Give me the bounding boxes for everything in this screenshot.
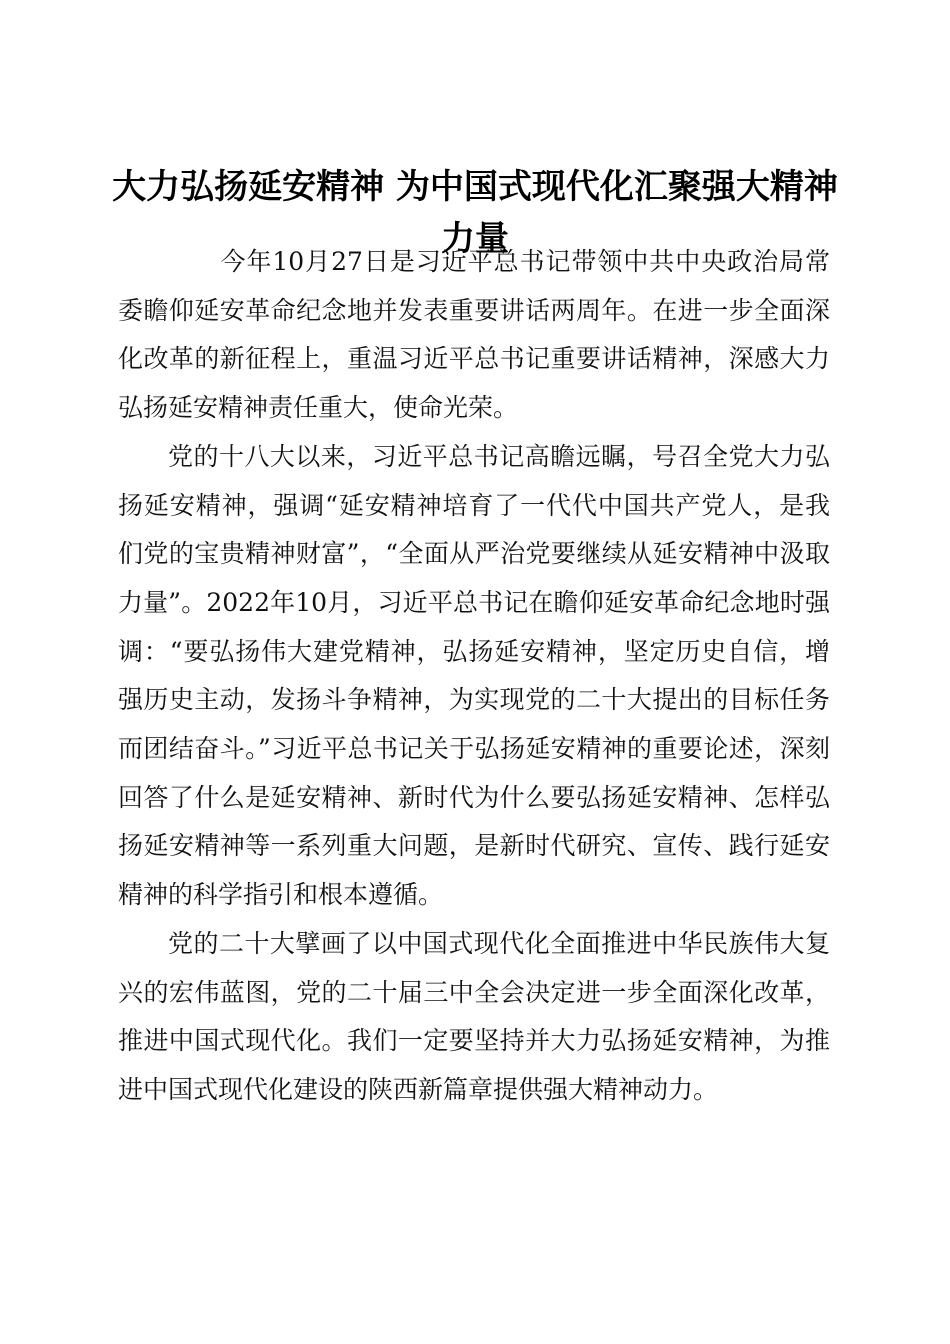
document-title: 大力弘扬延安精神 为中国式现代化汇聚强大精神力量 bbox=[112, 166, 838, 259]
paragraph-1: 今年10月27日是习近平总书记带领中共中央政治局常委瞻仰延安革命纪念地并发表重要讲话两周年。在进一步全面深化改革的新征程上，重温习近平总书记重要讲话精神，深感大力弘扬延安精神责任重大，使命光荣。 bbox=[118, 247, 830, 423]
paragraph-2: 党的十八大以来，习近平总书记高瞻远瞩，号召全党大力弘扬延安精神，强调“延安精神培育了一代代中国共产党人，是我们党的宝贵精神财富”，“全面从严治党要继续从延安精神中汲取力量”。2022年10月，习近平总书记在瞻仰延安革命纪念地时强调：“要弘扬伟大建党精神，弘扬延安精神，坚定历史自信，增强历史主动，发扬斗争精神，为实现党的二十大提出的目标任务而团结奋斗。”习近平总书记关于弘扬延安精神的重要论述，深刻回答了什么是延安精神、新时代为什么要弘扬延安精神、怎样弘扬延安精神等一系列重大问题，是新时代研究、宣传、践行延安精神的科学指引和根本遵循。 bbox=[118, 441, 830, 910]
document-body bbox=[118, 238, 830, 1115]
paragraph-3: 党的二十大擘画了以中国式现代化全面推进中华民族伟大复兴的宏伟蓝图，党的二十届三中全会决定进一步全面深化改革，推进中国式现代化。我们一定要坚持并大力弘扬延安精神，为推进中国式现代化建设的陕西新篇章提供强大精神动力。 bbox=[118, 928, 830, 1104]
